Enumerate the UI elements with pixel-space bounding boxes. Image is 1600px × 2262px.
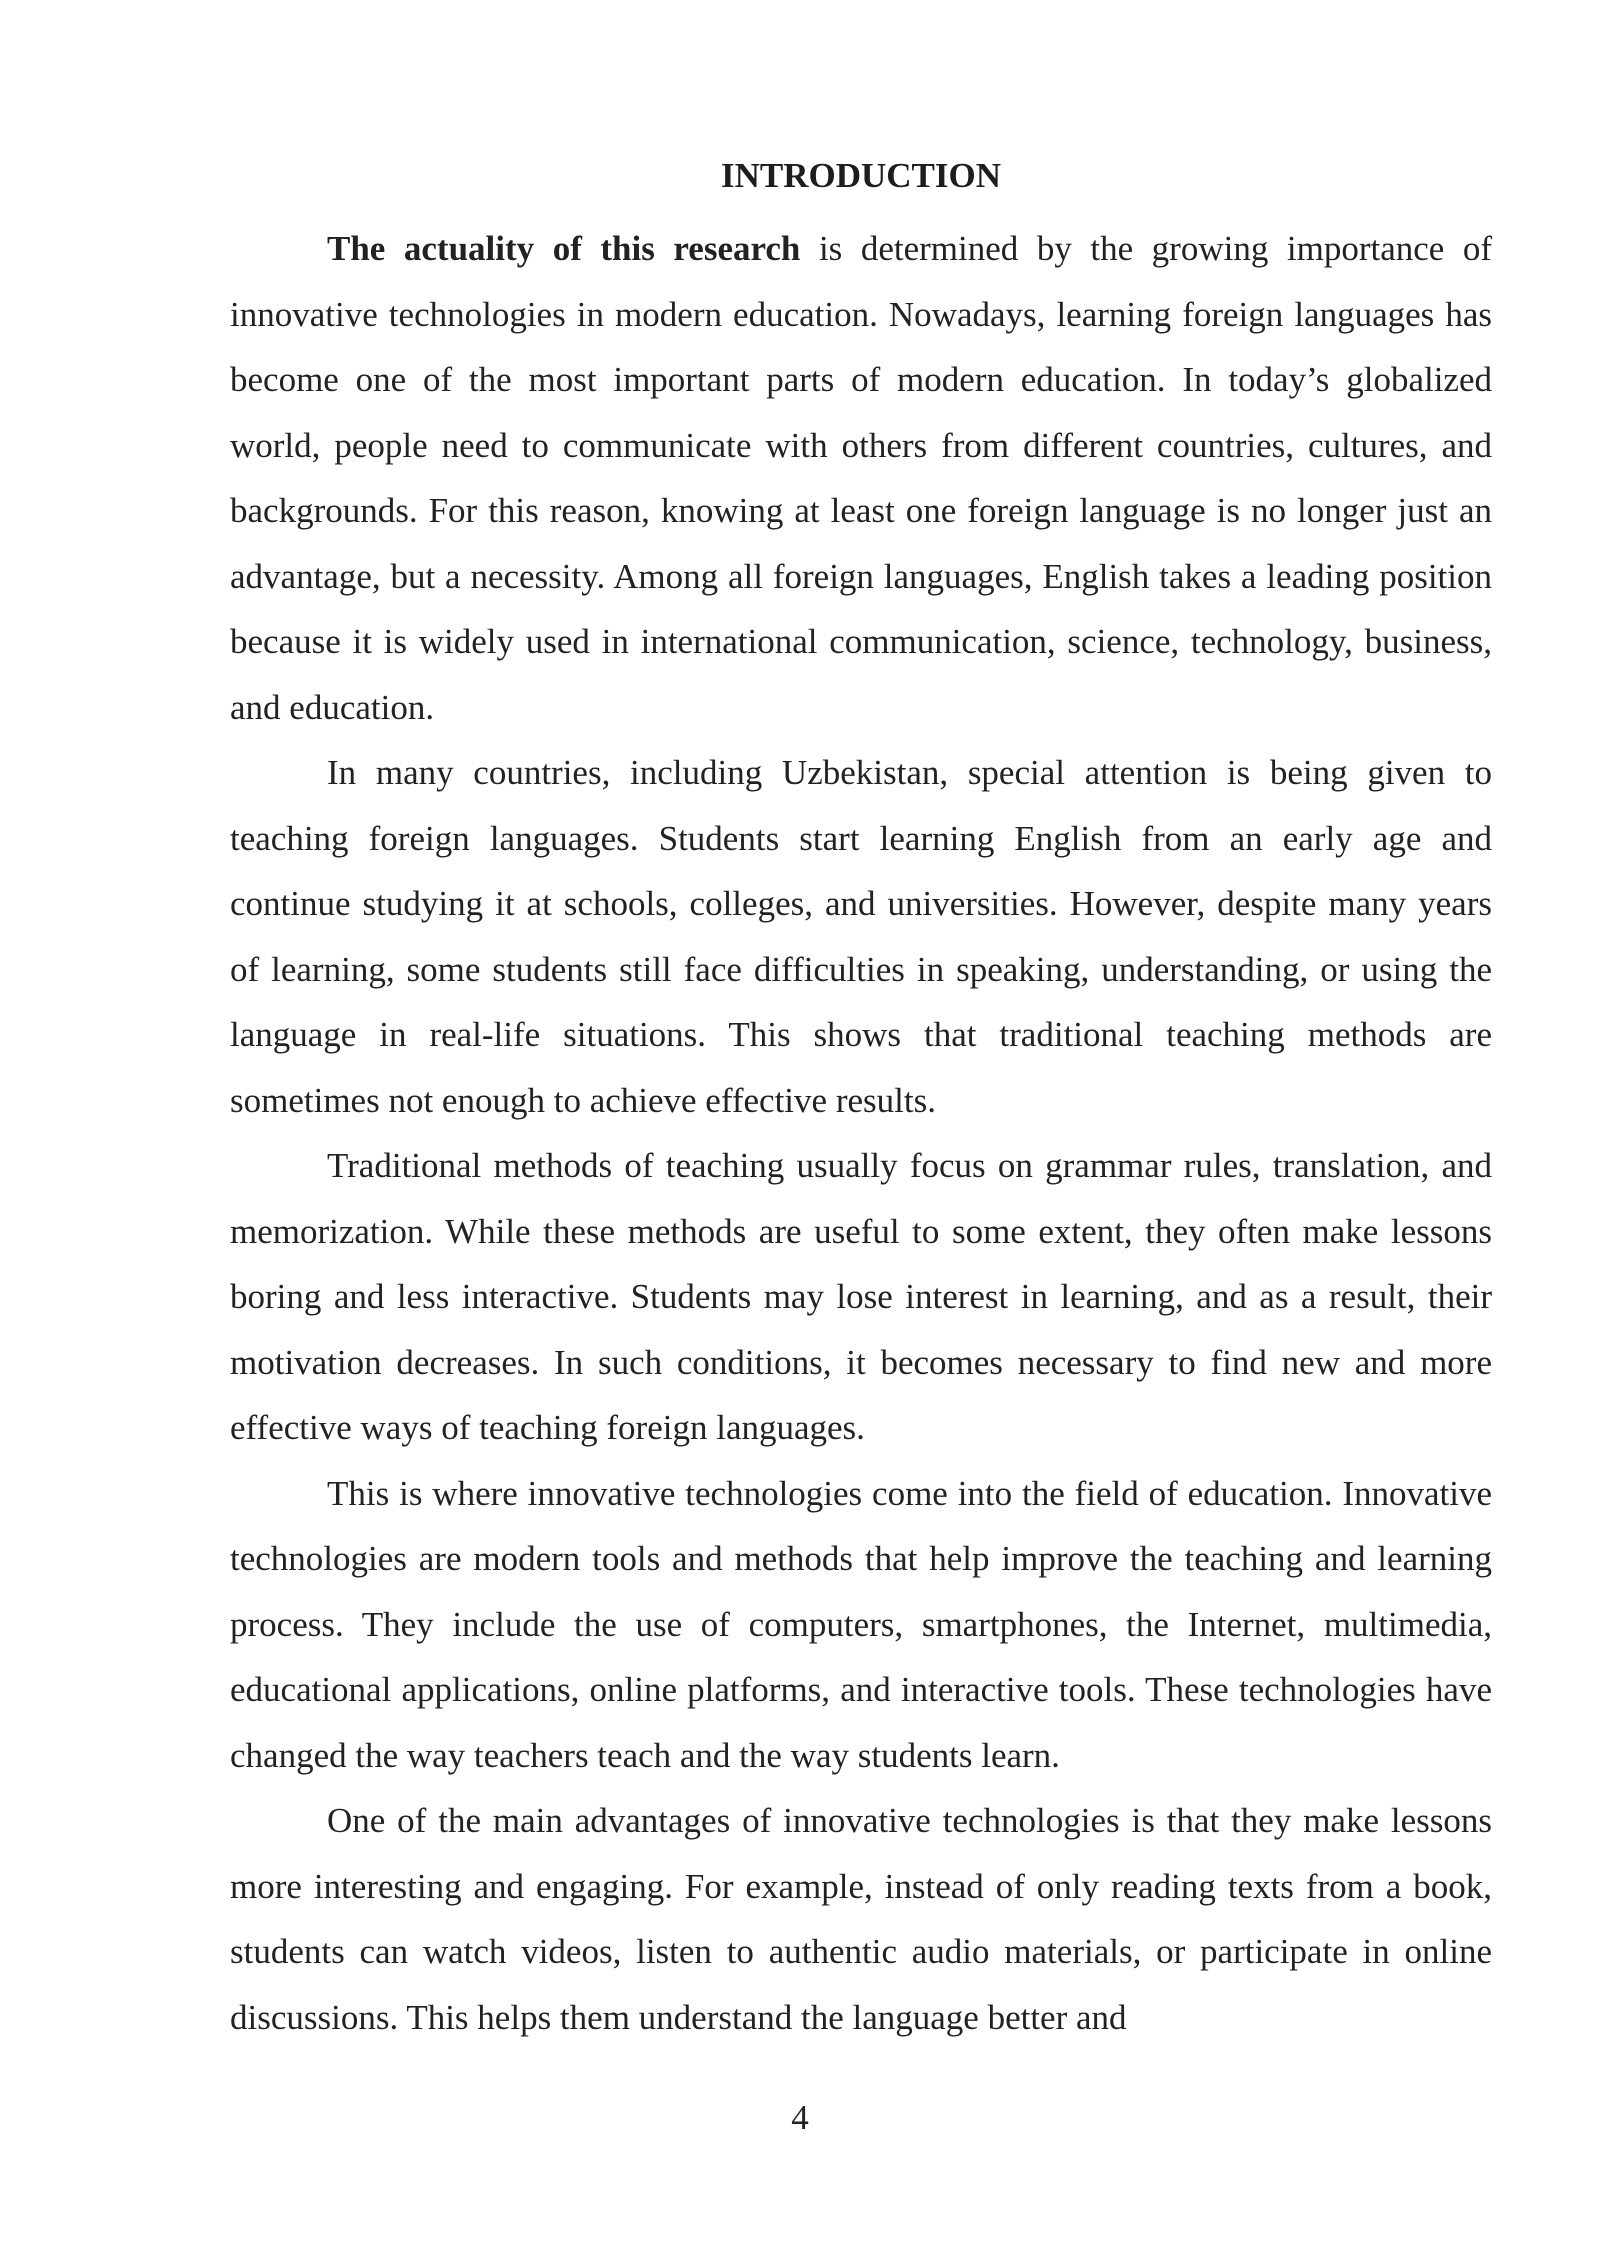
paragraph-1 <box>230 216 1492 740</box>
paragraph-lead-bold: The actuality of this research <box>327 229 801 268</box>
paragraph-2: In many countries, including Uzbekistan, special attention is being given to teaching foreign languages. Students start learning English from an early age and continue studying it at schools, colleges, and universities. However, despite many years of learning, some students still face difficulties in speaking, understanding, or using the language in real-life situations. This shows that traditional teaching methods are sometimes not enough to achieve effective results. <box>230 753 1492 1120</box>
paragraph-4: This is where innovative technologies come into the field of education. Innovative technologies are modern tools and methods that help improve the teaching and learning process. They include the use of computers, smartphones, the Internet, multimedia, educational applications, online platforms, and interactive tools. These technologies have changed the way teachers teach and the way students learn. <box>230 1473 1492 1775</box>
paragraph-text: is determined by the growing importance of innovative technologies in modern education. Nowadays, learning foreign languages has become one of the most important parts of modern education. In today’s globalized world, people need to communicate with others from different countries, cultures, and backgrounds. For this reason, knowing at least one foreign language is no longer just an advantage, but a necessity. Among all foreign languages, English takes a leading position because it is widely used in international communication, science, technology, business, and education. <box>230 229 1493 727</box>
page-content <box>230 151 1492 2050</box>
paragraph-5: One of the main advantages of innovative technologies is that they make lessons more interesting and engaging. For example, instead of only reading texts from a book, students can watch videos, listen to authentic audio materials, or participate in online discussions. This helps them understand the language better and <box>230 1801 1492 2037</box>
paragraph-3: Traditional methods of teaching usually focus on grammar rules, translation, and memorization. While these methods are useful to some extent, they often make lessons boring and less interactive. Students may lose interest in learning, and as a result, their motivation decreases. In such conditions, it becomes necessary to find new and more effective ways of teaching foreign languages. <box>230 1146 1492 1447</box>
page-number: 4 <box>791 2098 809 2137</box>
section-heading: INTRODUCTION <box>720 156 1002 195</box>
